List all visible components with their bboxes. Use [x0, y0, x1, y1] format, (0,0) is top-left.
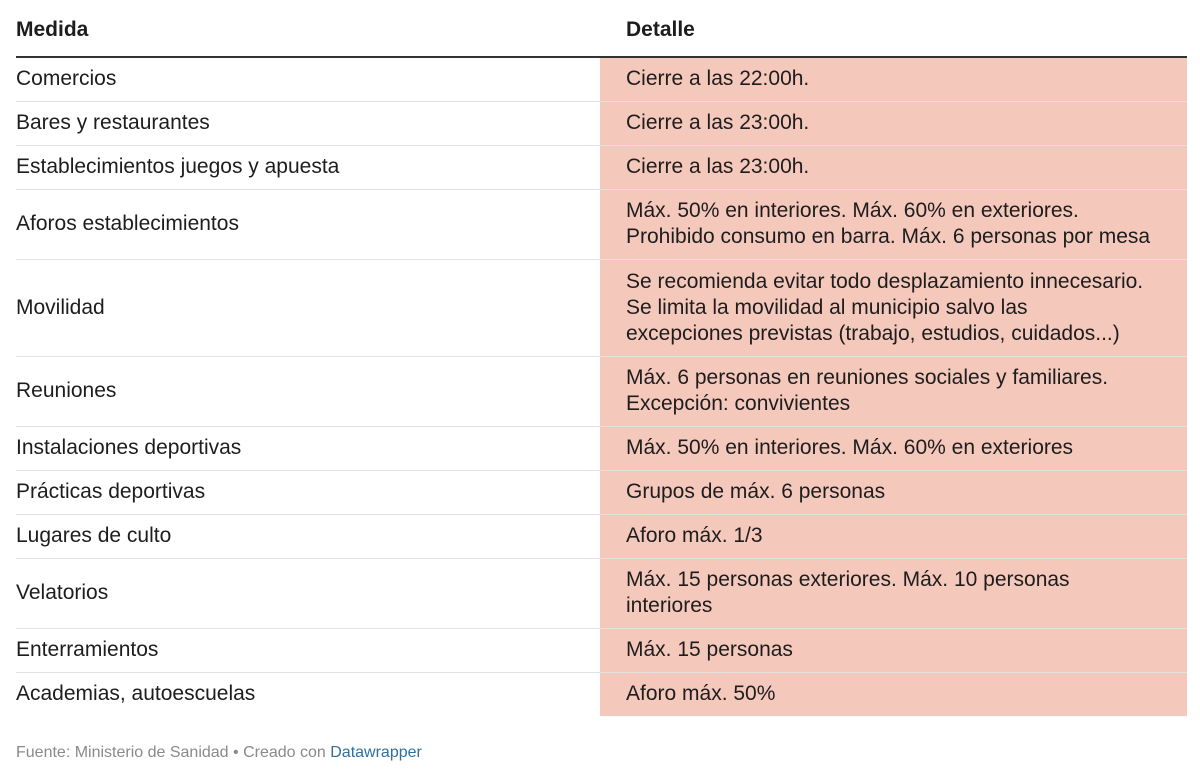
detalle-line: Máx. 6 personas en reuniones sociales y familiares.: [626, 366, 1109, 389]
column-header-medida: Medida: [16, 0, 600, 57]
cell-medida: Enterramientos: [16, 628, 600, 672]
detalle-line: Aforo máx. 1/3: [626, 524, 763, 547]
detalle-line: Grupos de máx. 6 personas: [626, 480, 886, 503]
table-row: [16, 259, 1187, 356]
measures-table: [16, 0, 1187, 716]
detalle-line: interiores: [626, 594, 713, 617]
cell-medida: Prácticas deportivas: [16, 470, 600, 514]
detalle-line: Máx. 50% en interiores. Máx. 60% en exteriores: [626, 436, 1074, 459]
header-row: [16, 0, 1187, 57]
table-row: [16, 189, 1187, 259]
cell-medida: Reuniones: [16, 356, 600, 426]
datawrapper-link[interactable]: Datawrapper: [330, 744, 422, 761]
cell-medida: Academias, autoescuelas: [16, 682, 256, 706]
table-body: [16, 57, 1187, 716]
detalle-line: Cierre a las 22:00h.: [626, 67, 810, 91]
cell-medida: Lugares de culto: [16, 514, 600, 558]
column-header-detalle: Detalle: [600, 0, 1187, 57]
source-note: Fuente: Ministerio de Sanidad • Creado con: [16, 744, 331, 761]
table-row: [16, 470, 1187, 514]
detalle-line: Cierre a las 23:00h.: [626, 155, 810, 178]
footer: [16, 744, 422, 762]
cell-medida: Movilidad: [16, 259, 600, 356]
detalle-line: Máx. 50% en interiores. Máx. 60% en exteriores.: [626, 199, 1079, 222]
cell-detalle: [600, 672, 1187, 716]
table-row: [16, 514, 1187, 558]
cell-detalle: [600, 426, 1187, 470]
cell-medida: Bares y restaurantes: [16, 101, 600, 145]
table-row: [16, 57, 1187, 101]
detalle-line: Aforo máx. 50%: [626, 682, 776, 706]
table-row: [16, 628, 1187, 672]
detalle-line: Cierre a las 23:00h.: [626, 111, 810, 134]
table-row: [16, 145, 1187, 189]
detalle-line: Se recomienda evitar todo desplazamiento innecesario.: [626, 269, 1144, 293]
cell-detalle: [600, 470, 1187, 514]
cell-detalle: [600, 101, 1187, 145]
table-row: [16, 101, 1187, 145]
cell-detalle: [600, 356, 1187, 426]
cell-detalle: [600, 628, 1187, 672]
detalle-line: Se limita la movilidad al municipio salvo las: [626, 295, 1028, 319]
detalle-line: excepciones previstas (trabajo, estudios, cuidados...): [626, 321, 1120, 345]
detalle-line: Prohibido consumo en barra. Máx. 6 personas por mesa: [626, 225, 1151, 248]
cell-detalle: [600, 514, 1187, 558]
detalle-line: Excepción: convivientes: [626, 392, 851, 415]
cell-medida: Velatorios: [16, 558, 600, 628]
cell-detalle: [600, 259, 1187, 356]
cell-medida: Establecimientos juegos y apuesta: [16, 145, 600, 189]
cell-medida: Comercios: [16, 57, 600, 101]
cell-detalle: [600, 57, 1187, 101]
cell-medida: Instalaciones deportivas: [16, 426, 600, 470]
cell-detalle: [600, 189, 1187, 259]
cell-detalle: [600, 558, 1187, 628]
table-row: [16, 672, 1187, 716]
detalle-line: Máx. 15 personas exteriores. Máx. 10 personas: [626, 568, 1070, 591]
cell-detalle: [600, 145, 1187, 189]
table-row: [16, 558, 1187, 628]
table-row: [16, 356, 1187, 426]
detalle-line: Máx. 15 personas: [626, 638, 793, 661]
table-row: [16, 426, 1187, 470]
cell-medida: Aforos establecimientos: [16, 189, 600, 259]
